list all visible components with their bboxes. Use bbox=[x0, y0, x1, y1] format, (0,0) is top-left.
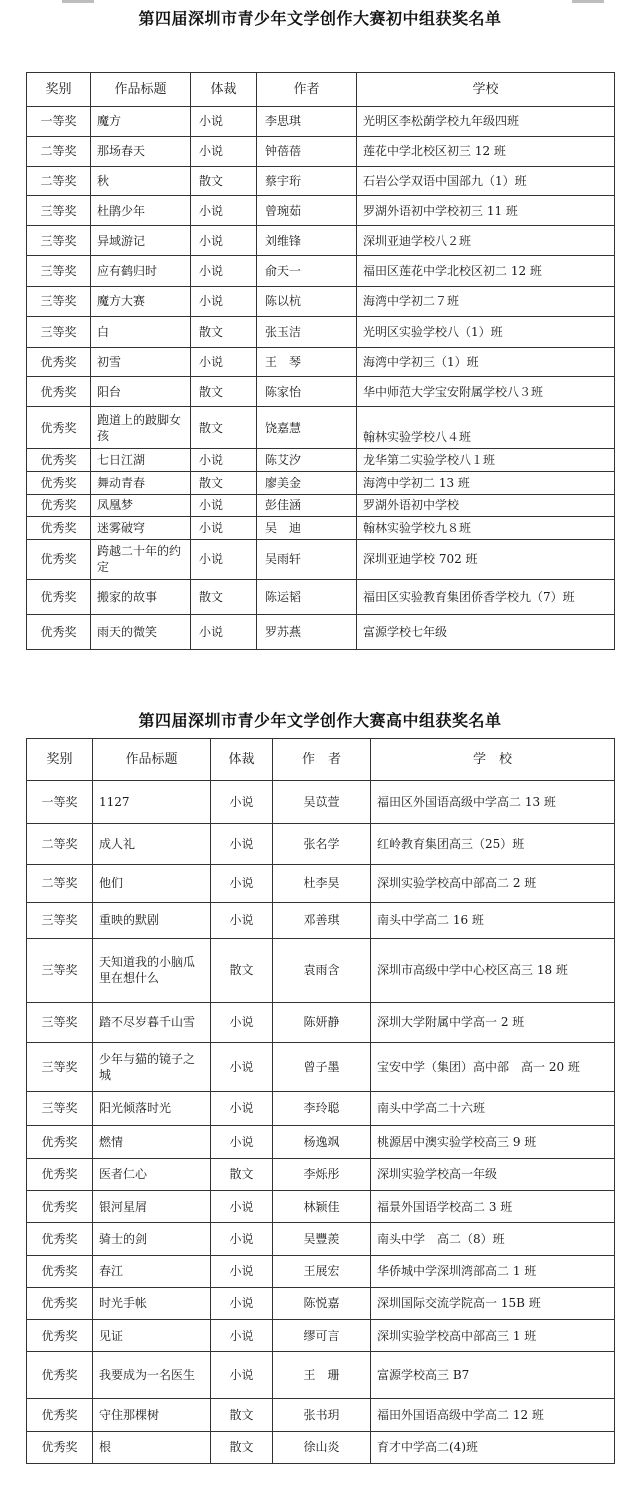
cell-title: 银河星屑 bbox=[93, 1191, 211, 1223]
cell-title: 1127 bbox=[93, 781, 211, 824]
cell-title: 踏不尽岁暮千山雪 bbox=[93, 1002, 211, 1043]
cell-title: 魔方 bbox=[91, 107, 191, 137]
cell-school: 福景外国语学校高二 3 班 bbox=[371, 1191, 615, 1223]
cell-school: 罗湖外语初中学校初三 11 班 bbox=[357, 196, 615, 226]
cell-title: 雨天的微笑 bbox=[91, 614, 191, 649]
cell-award: 三等奖 bbox=[27, 1043, 93, 1092]
table-row bbox=[27, 166, 615, 196]
cell-award: 优秀奖 bbox=[27, 471, 91, 494]
header-genre: 体裁 bbox=[211, 739, 273, 781]
cell-title: 跨越二十年的约定 bbox=[91, 539, 191, 579]
table-row bbox=[27, 136, 615, 166]
cell-school: 深圳市高级中学中心校区高三 18 班 bbox=[371, 939, 615, 1003]
cell-author: 陈家怡 bbox=[257, 377, 357, 407]
cell-award: 二等奖 bbox=[27, 865, 93, 902]
cell-genre: 小说 bbox=[191, 517, 257, 540]
cell-title: 阳台 bbox=[91, 377, 191, 407]
cell-genre: 小说 bbox=[211, 823, 273, 865]
header-title: 作品标题 bbox=[91, 73, 191, 107]
cell-title: 初雪 bbox=[91, 347, 191, 377]
cell-school: 华中师范大学宝安附属学校八３班 bbox=[357, 377, 615, 407]
middle-school-table bbox=[26, 72, 615, 650]
cell-genre: 小说 bbox=[211, 781, 273, 824]
cell-school: 深圳亚迪学校 702 班 bbox=[357, 539, 615, 579]
table-row bbox=[27, 1191, 615, 1223]
cell-title: 见证 bbox=[93, 1320, 211, 1352]
cell-author: 饶嘉慧 bbox=[257, 407, 357, 449]
cell-genre: 小说 bbox=[191, 614, 257, 649]
cell-award: 三等奖 bbox=[27, 1002, 93, 1043]
cell-award: 三等奖 bbox=[27, 286, 91, 316]
cell-title: 迷雾破穹 bbox=[91, 517, 191, 540]
cell-genre: 小说 bbox=[211, 1287, 273, 1319]
cell-title: 我要成为一名医生 bbox=[93, 1352, 211, 1399]
table-row bbox=[27, 902, 615, 938]
cell-genre: 散文 bbox=[211, 939, 273, 1003]
cell-author: 缪可言 bbox=[273, 1320, 371, 1352]
cell-title: 秋 bbox=[91, 166, 191, 196]
cell-award: 二等奖 bbox=[27, 166, 91, 196]
cell-author: 廖美金 bbox=[257, 471, 357, 494]
cell-genre: 小说 bbox=[211, 1092, 273, 1125]
cell-award: 优秀奖 bbox=[27, 614, 91, 649]
cell-title: 白 bbox=[91, 316, 191, 347]
cell-school: 富源学校七年级 bbox=[357, 614, 615, 649]
table-row bbox=[27, 286, 615, 316]
cell-title: 他们 bbox=[93, 865, 211, 902]
cell-genre: 小说 bbox=[211, 1320, 273, 1352]
cell-school: 深圳国际交流学院高一 15B 班 bbox=[371, 1287, 615, 1319]
cell-award: 三等奖 bbox=[27, 939, 93, 1003]
table-row bbox=[27, 579, 615, 614]
cell-genre: 小说 bbox=[191, 449, 257, 472]
cell-genre: 散文 bbox=[191, 471, 257, 494]
table-row bbox=[27, 939, 615, 1003]
cell-author: 张书玥 bbox=[273, 1399, 371, 1431]
cell-school: 深圳实验学校高中部高三 1 班 bbox=[371, 1320, 615, 1352]
cell-award: 三等奖 bbox=[27, 1092, 93, 1125]
cell-award: 优秀奖 bbox=[27, 1158, 93, 1190]
cell-school: 海湾中学初三（1）班 bbox=[357, 347, 615, 377]
table-row bbox=[27, 226, 615, 256]
cell-award: 三等奖 bbox=[27, 196, 91, 226]
table-row bbox=[27, 1043, 615, 1092]
cell-school: 育才中学高二(4)班 bbox=[371, 1431, 615, 1463]
cell-title: 搬家的故事 bbox=[91, 579, 191, 614]
cell-genre: 小说 bbox=[211, 1352, 273, 1399]
cell-title: 杜鹃少年 bbox=[91, 196, 191, 226]
table-row bbox=[27, 407, 615, 449]
cell-title: 时光手帐 bbox=[93, 1287, 211, 1319]
cell-award: 三等奖 bbox=[27, 316, 91, 347]
cell-author: 王 珊 bbox=[273, 1352, 371, 1399]
cell-genre: 小说 bbox=[191, 226, 257, 256]
cell-genre: 小说 bbox=[191, 256, 257, 287]
cell-award: 优秀奖 bbox=[27, 1287, 93, 1319]
cell-title: 七日江湖 bbox=[91, 449, 191, 472]
cell-title: 跑道上的跛脚女孩 bbox=[91, 407, 191, 449]
cell-genre: 散文 bbox=[211, 1431, 273, 1463]
table-row bbox=[27, 196, 615, 226]
cell-award: 优秀奖 bbox=[27, 449, 91, 472]
cell-school: 福田区莲花中学北校区初二 12 班 bbox=[357, 256, 615, 287]
table-row bbox=[27, 494, 615, 517]
cell-award: 优秀奖 bbox=[27, 1320, 93, 1352]
cell-title: 舞动青春 bbox=[91, 471, 191, 494]
table-row bbox=[27, 316, 615, 347]
cell-author: 张名学 bbox=[273, 823, 371, 865]
table-row bbox=[27, 1431, 615, 1463]
cell-title: 天知道我的小脑瓜里在想什么 bbox=[93, 939, 211, 1003]
cell-genre: 小说 bbox=[211, 865, 273, 902]
cell-genre: 散文 bbox=[191, 166, 257, 196]
cell-award: 优秀奖 bbox=[27, 1431, 93, 1463]
cell-author: 李玲聪 bbox=[273, 1092, 371, 1125]
cell-school: 福田外国语高级中学高二 12 班 bbox=[371, 1399, 615, 1431]
cell-title: 医者仁心 bbox=[93, 1158, 211, 1190]
cell-school: 罗湖外语初中学校 bbox=[357, 494, 615, 517]
cell-award: 优秀奖 bbox=[27, 1399, 93, 1431]
cell-award: 优秀奖 bbox=[27, 347, 91, 377]
cell-author: 王 琴 bbox=[257, 347, 357, 377]
cell-genre: 散文 bbox=[211, 1158, 273, 1190]
cell-school: 海湾中学初二 13 班 bbox=[357, 471, 615, 494]
cell-author: 陈以杭 bbox=[257, 286, 357, 316]
cell-title: 骑士的剑 bbox=[93, 1223, 211, 1255]
middle-school-title: 第四届深圳市青少年文学创作大赛初中组获奖名单 bbox=[138, 9, 502, 28]
cell-author: 刘维锋 bbox=[257, 226, 357, 256]
cell-genre: 小说 bbox=[191, 494, 257, 517]
cell-title: 少年与猫的镜子之城 bbox=[93, 1043, 211, 1092]
cell-author: 徐山炎 bbox=[273, 1431, 371, 1463]
cell-genre: 散文 bbox=[211, 1399, 273, 1431]
cell-author: 曾子墨 bbox=[273, 1043, 371, 1092]
cell-author: 吴雨轩 bbox=[257, 539, 357, 579]
table-row bbox=[27, 449, 615, 472]
cell-author: 吴豐羨 bbox=[273, 1223, 371, 1255]
high-school-title: 第四届深圳市青少年文学创作大赛高中组获奖名单 bbox=[138, 711, 502, 730]
cell-award: 二等奖 bbox=[27, 823, 93, 865]
cell-author: 袁雨含 bbox=[273, 939, 371, 1003]
cell-genre: 小说 bbox=[211, 1255, 273, 1287]
header-title: 作品标题 bbox=[93, 739, 211, 781]
header-school: 学校 bbox=[357, 73, 615, 107]
header-genre: 体裁 bbox=[191, 73, 257, 107]
cell-award: 二等奖 bbox=[27, 136, 91, 166]
cell-award: 优秀奖 bbox=[27, 1223, 93, 1255]
top-edge-mark-left bbox=[62, 0, 94, 3]
cell-title: 根 bbox=[93, 1431, 211, 1463]
table-row bbox=[27, 347, 615, 377]
cell-school: 南头中学高二 16 班 bbox=[371, 902, 615, 938]
table-row bbox=[27, 107, 615, 137]
cell-genre: 小说 bbox=[211, 1043, 273, 1092]
table-row bbox=[27, 1352, 615, 1399]
cell-author: 杨逸飒 bbox=[273, 1125, 371, 1158]
table-row bbox=[27, 1320, 615, 1352]
cell-genre: 小说 bbox=[191, 286, 257, 316]
table-row bbox=[27, 1092, 615, 1125]
cell-award: 优秀奖 bbox=[27, 1255, 93, 1287]
cell-school: 福田区外国语高级中学高二 13 班 bbox=[371, 781, 615, 824]
cell-genre: 散文 bbox=[191, 377, 257, 407]
cell-title: 凤凰梦 bbox=[91, 494, 191, 517]
cell-genre: 小说 bbox=[191, 136, 257, 166]
cell-award: 优秀奖 bbox=[27, 407, 91, 449]
header-author: 作者 bbox=[257, 73, 357, 107]
cell-genre: 小说 bbox=[211, 1125, 273, 1158]
table-row bbox=[27, 1002, 615, 1043]
cell-author: 吴苡萱 bbox=[273, 781, 371, 824]
cell-school: 翰林实验学校九８班 bbox=[357, 517, 615, 540]
cell-author: 蔡宇珩 bbox=[257, 166, 357, 196]
table-row bbox=[27, 781, 615, 824]
cell-title: 阳光倾落时光 bbox=[93, 1092, 211, 1125]
cell-genre: 小说 bbox=[191, 107, 257, 137]
cell-author: 罗苏燕 bbox=[257, 614, 357, 649]
cell-school: 深圳实验学校高中部高二 2 班 bbox=[371, 865, 615, 902]
cell-award: 三等奖 bbox=[27, 226, 91, 256]
cell-genre: 小说 bbox=[191, 347, 257, 377]
cell-author: 林颖佳 bbox=[273, 1191, 371, 1223]
cell-author: 吴 迪 bbox=[257, 517, 357, 540]
header-award: 奖别 bbox=[27, 73, 91, 107]
cell-title: 那场春天 bbox=[91, 136, 191, 166]
table-row bbox=[27, 865, 615, 902]
cell-author: 彭佳涵 bbox=[257, 494, 357, 517]
cell-genre: 小说 bbox=[191, 196, 257, 226]
cell-award: 优秀奖 bbox=[27, 517, 91, 540]
cell-school: 石岩公学双语中国部九（1）班 bbox=[357, 166, 615, 196]
cell-author: 李思琪 bbox=[257, 107, 357, 137]
table-row bbox=[27, 614, 615, 649]
table-row bbox=[27, 1223, 615, 1255]
cell-award: 优秀奖 bbox=[27, 377, 91, 407]
cell-author: 陈悦嘉 bbox=[273, 1287, 371, 1319]
header-award: 奖别 bbox=[27, 739, 93, 781]
cell-school: 深圳实验学校高一年级 bbox=[371, 1158, 615, 1190]
table-row bbox=[27, 517, 615, 540]
cell-award: 优秀奖 bbox=[27, 1352, 93, 1399]
cell-author: 陈艾汐 bbox=[257, 449, 357, 472]
cell-school: 光明区实验学校八（1）班 bbox=[357, 316, 615, 347]
cell-title: 守住那棵树 bbox=[93, 1399, 211, 1431]
cell-genre: 散文 bbox=[191, 407, 257, 449]
cell-genre: 小说 bbox=[211, 1002, 273, 1043]
cell-author: 陈妍静 bbox=[273, 1002, 371, 1043]
cell-author: 张玉洁 bbox=[257, 316, 357, 347]
cell-school: 龙华第二实验学校八１班 bbox=[357, 449, 615, 472]
top-edge-mark-right bbox=[572, 0, 604, 3]
cell-school: 莲花中学北校区初三 12 班 bbox=[357, 136, 615, 166]
cell-title: 重映的默剧 bbox=[93, 902, 211, 938]
cell-award: 优秀奖 bbox=[27, 579, 91, 614]
cell-author: 钟蓓蓓 bbox=[257, 136, 357, 166]
cell-author: 杜李昊 bbox=[273, 865, 371, 902]
table-row bbox=[27, 377, 615, 407]
cell-title: 春江 bbox=[93, 1255, 211, 1287]
cell-genre: 散文 bbox=[191, 316, 257, 347]
table-row bbox=[27, 256, 615, 287]
cell-school: 南头中学高二十六班 bbox=[371, 1092, 615, 1125]
header-author: 作 者 bbox=[273, 739, 371, 781]
cell-title: 异域游记 bbox=[91, 226, 191, 256]
table-row bbox=[27, 1255, 615, 1287]
cell-genre: 小说 bbox=[211, 902, 273, 938]
cell-author: 俞天一 bbox=[257, 256, 357, 287]
cell-title: 魔方大赛 bbox=[91, 286, 191, 316]
cell-author: 曾琬茹 bbox=[257, 196, 357, 226]
table-row bbox=[27, 823, 615, 865]
cell-author: 王展宏 bbox=[273, 1255, 371, 1287]
cell-genre: 小说 bbox=[191, 539, 257, 579]
cell-title: 应有鹤归时 bbox=[91, 256, 191, 287]
cell-school: 翰林实验学校八４班 bbox=[357, 407, 615, 449]
cell-school: 宝安中学（集团）高中部 高一 20 班 bbox=[371, 1043, 615, 1092]
cell-award: 优秀奖 bbox=[27, 1191, 93, 1223]
cell-school: 福田区实验教育集团侨香学校九（7）班 bbox=[357, 579, 615, 614]
table-header-row bbox=[27, 739, 615, 781]
cell-award: 优秀奖 bbox=[27, 1125, 93, 1158]
cell-school: 南头中学 高二（8）班 bbox=[371, 1223, 615, 1255]
cell-school: 华侨城中学深圳湾部高二 1 班 bbox=[371, 1255, 615, 1287]
cell-title: 燃情 bbox=[93, 1125, 211, 1158]
cell-school: 富源学校高三 B7 bbox=[371, 1352, 615, 1399]
table-row bbox=[27, 1158, 615, 1190]
cell-award: 三等奖 bbox=[27, 902, 93, 938]
cell-award: 优秀奖 bbox=[27, 539, 91, 579]
cell-award: 三等奖 bbox=[27, 256, 91, 287]
table-row bbox=[27, 1399, 615, 1431]
cell-school: 深圳大学附属中学高一 2 班 bbox=[371, 1002, 615, 1043]
cell-author: 邓善琪 bbox=[273, 902, 371, 938]
high-school-table bbox=[26, 738, 615, 1464]
cell-author: 陈运韬 bbox=[257, 579, 357, 614]
cell-school: 海湾中学初二７班 bbox=[357, 286, 615, 316]
table-row bbox=[27, 1287, 615, 1319]
cell-award: 一等奖 bbox=[27, 781, 93, 824]
cell-school: 深圳亚迪学校八２班 bbox=[357, 226, 615, 256]
table-row bbox=[27, 471, 615, 494]
cell-award: 一等奖 bbox=[27, 107, 91, 137]
cell-school: 红岭教育集团高三（25）班 bbox=[371, 823, 615, 865]
table-row bbox=[27, 1125, 615, 1158]
cell-school: 桃源居中澳实验学校高三 9 班 bbox=[371, 1125, 615, 1158]
header-school: 学 校 bbox=[371, 739, 615, 781]
cell-genre: 小说 bbox=[211, 1191, 273, 1223]
cell-award: 优秀奖 bbox=[27, 494, 91, 517]
table-header-row bbox=[27, 73, 615, 107]
cell-title: 成人礼 bbox=[93, 823, 211, 865]
cell-school: 光明区李松蓢学校九年级四班 bbox=[357, 107, 615, 137]
cell-genre: 散文 bbox=[191, 579, 257, 614]
table-row bbox=[27, 539, 615, 579]
cell-genre: 小说 bbox=[211, 1223, 273, 1255]
cell-author: 李烁彤 bbox=[273, 1158, 371, 1190]
